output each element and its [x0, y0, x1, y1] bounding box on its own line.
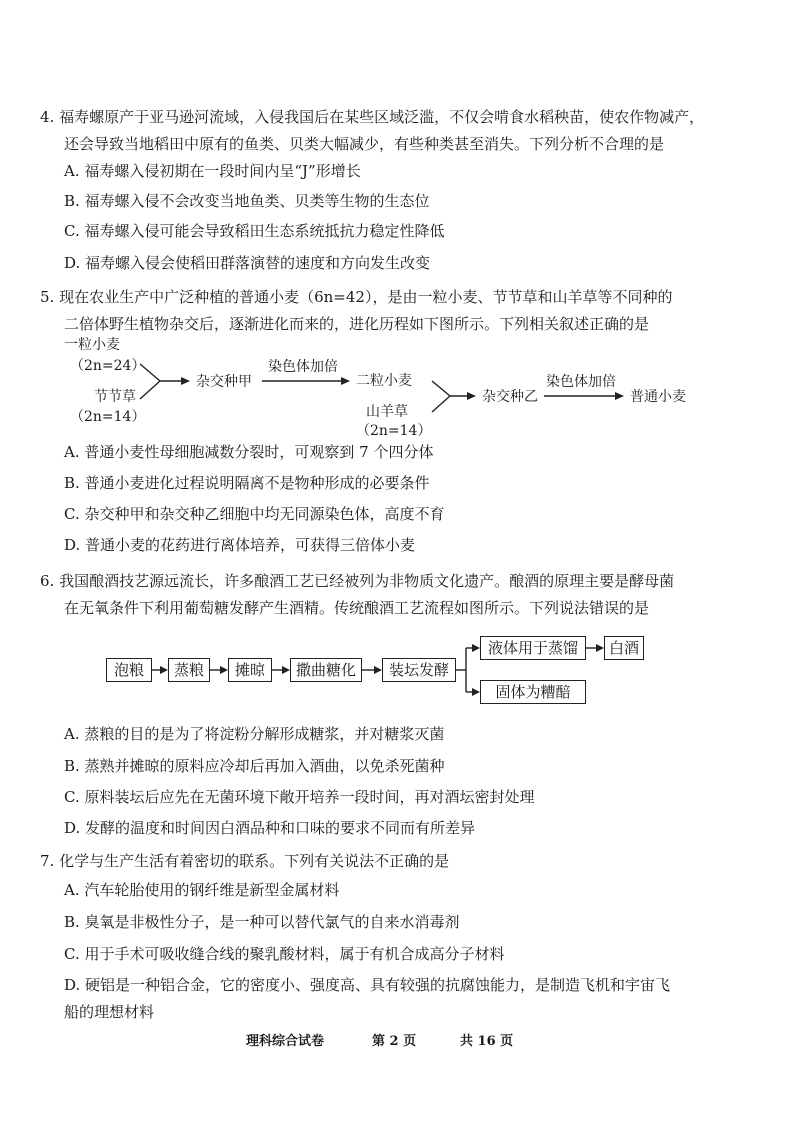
flow-step-cool: 摊晾 [228, 658, 272, 682]
q5-option-c: C. 杂交种甲和杂交种乙细胞中均无同源染色体，高度不育 [64, 505, 445, 523]
q7-stem-line1: 7. 化学与生产生活有着密切的联系。下列有关说法不正确的是 [40, 852, 450, 870]
q7-option-d-cont: 船的理想材料 [64, 1003, 155, 1021]
q5-stem-line1: 5. 现在农业生产中广泛种植的普通小麦（6n=42），是由一粒小麦、节节草和山羊草等不同种的 [40, 288, 673, 306]
q4-stem-line1: 4. 福寿螺原产于亚马逊河流域，入侵我国后在某些区域泛滥，不仅会啃食水稻秧苗，使农作物减产， [40, 108, 705, 126]
flow-baijiu: 白酒 [604, 636, 644, 660]
q4-option-c: C. 福寿螺入侵可能会导致稻田生态系统抵抗力稳定性降低 [64, 222, 445, 240]
q7-option-a: A. 汽车轮胎使用的钢纤维是新型金属材料 [64, 881, 340, 899]
q6-option-a: A. 蒸粮的目的是为了将淀粉分解形成糖浆，并对糖浆灭菌 [64, 725, 445, 743]
q6-option-d: D. 发酵的温度和时间因白酒品种和口味的要求不同而有所差异 [64, 819, 476, 837]
q5-stem-line2: 二倍体野生植物杂交后，逐渐进化而来的，进化历程如下图所示。下列相关叙述正确的是 [64, 315, 650, 333]
flow-step-ferment: 装坛发酵 [382, 658, 456, 682]
flow-solid: 固体为糟醅 [480, 680, 586, 704]
label-erli: 二粒小麦 [356, 373, 412, 389]
footer-page: 第 2 页 [372, 1034, 417, 1049]
footer-subject: 理科综合试卷 [246, 1034, 325, 1049]
flow-step-soak: 泡粮 [106, 658, 152, 682]
q5-option-d: D. 普通小麦的花药进行离体培养，可获得三倍体小麦 [64, 536, 416, 554]
label-shanyang: 山羊草 [366, 404, 408, 420]
flow-step-saccharify: 撒曲糖化 [290, 658, 362, 682]
label-zajiao-jia: 杂交种甲 [196, 374, 252, 390]
q5-option-a: A. 普通小麦性母细胞减数分裂时，可观察到 7 个四分体 [64, 443, 434, 461]
q7-option-b: B. 臭氧是非极性分子，是一种可以替代氯气的自来水消毒剂 [64, 913, 460, 931]
q6-stem-line1: 6. 我国酿酒技艺源远流长，许多酿酒工艺已经被列为非物质文化遗产。酿酒的原理主要是酵母菌 [40, 572, 675, 590]
flow-liquid: 液体用于蒸馏 [480, 636, 586, 660]
label-jiejie: 节节草 [94, 389, 136, 405]
q6-option-c: C. 原料装坛后应先在无菌环境下敞开培养一段时间，再对酒坛密封处理 [64, 788, 535, 806]
label-double-1: 染色体加倍 [268, 359, 338, 375]
q4-option-d: D. 福寿螺入侵会使稻田群落演替的速度和方向发生改变 [64, 254, 431, 272]
label-zajiao-yi: 杂交种乙 [482, 389, 538, 405]
label-shanyang-n: （2n=14） [356, 423, 432, 439]
q4-stem-line2: 还会导致当地稻田中原有的鱼类、贝类大幅减少，有些种类甚至消失。下列分析不合理的是 [64, 135, 665, 153]
label-yili-n: （2n=24） [70, 358, 146, 374]
flow-step-steam: 蒸粮 [168, 658, 210, 682]
q6-stem-line2: 在无氧条件下利用葡萄糖发酵产生酒精。传统酿酒工艺流程如图所示。下列说法错误的是 [64, 599, 650, 617]
label-double-2: 染色体加倍 [546, 374, 616, 390]
q6-option-b: B. 蒸熟并摊晾的原料应冷却后再加入酒曲，以免杀死菌种 [64, 757, 445, 775]
label-yili: 一粒小麦 [64, 337, 120, 353]
q4-option-b: B. 福寿螺入侵不会改变当地鱼类、贝类等生物的生态位 [64, 192, 430, 210]
label-jiejie-n: （2n=14） [70, 409, 146, 425]
q7-option-d: D. 硬铝是一种铝合金，它的密度小、强度高、具有较强的抗腐蚀能力，是制造飞机和宇宙飞 [64, 976, 671, 994]
footer-total: 共 16 页 [460, 1034, 514, 1049]
label-putong: 普通小麦 [630, 389, 686, 405]
q7-option-c: C. 用于手术可吸收缝合线的聚乳酸材料，属于有机合成高分子材料 [64, 945, 505, 963]
q5-option-b: B. 普通小麦进化过程说明隔离不是物种形成的必要条件 [64, 474, 430, 492]
q4-option-a: A. 福寿螺入侵初期在一段时间内呈“J”形增长 [64, 162, 361, 180]
